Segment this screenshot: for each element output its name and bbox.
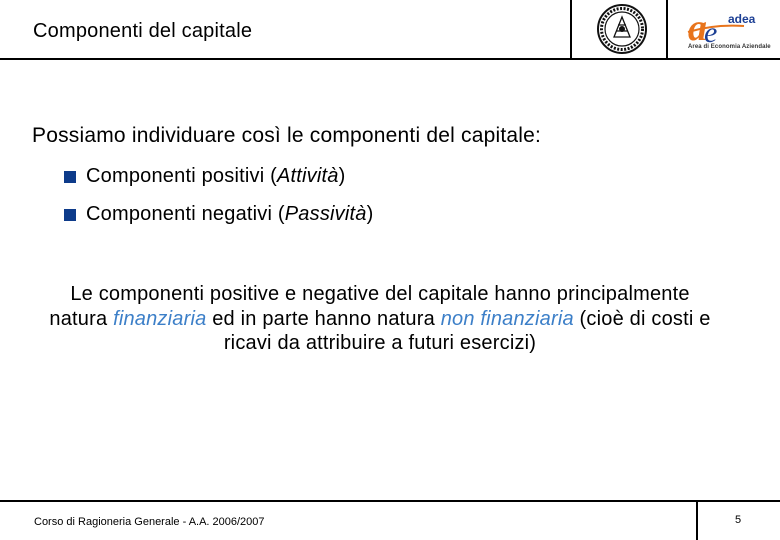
bullet-item [64, 203, 373, 226]
university-seal-icon [592, 3, 652, 55]
bullet-close: ) [366, 203, 374, 225]
header-divider [666, 0, 668, 58]
paragraph-text: ed in parte hanno natura [206, 307, 441, 330]
slide-header [0, 0, 780, 60]
bullet-label: Componenti positivi ( [86, 165, 277, 187]
bullet-square-icon [64, 209, 76, 221]
paragraph-highlight: finanziaria [113, 307, 207, 330]
bullet-close: ) [338, 165, 346, 187]
slide-title: Componenti del capitale [33, 20, 253, 42]
paragraph-text: (cioè di costi e ricavi da attribuire a futuri esercizi) [223, 307, 711, 354]
paragraph-highlight: non finanziaria [440, 307, 574, 330]
footer-divider [696, 500, 698, 540]
intro-text: Possiamo individuare così le componenti del capitale: [32, 124, 542, 147]
body-paragraph [40, 282, 720, 356]
paragraph-text: Le componenti positive e negative del capitale hanno principalmente natura [49, 283, 690, 330]
bullet-emphasis: Attività [276, 165, 339, 187]
bullet-square-icon [64, 171, 76, 183]
svg-text:a: a [688, 7, 707, 49]
svg-text:adea: adea [728, 12, 756, 26]
bullet-item [64, 165, 345, 188]
bullet-label: Componenti negativi ( [86, 203, 285, 225]
header-divider [570, 0, 572, 58]
course-label: Corso di Ragioneria Generale - A.A. 2006/2007 [34, 516, 265, 528]
slide-footer [0, 500, 780, 540]
bullet-emphasis: Passività [284, 203, 367, 225]
svg-text:e: e [704, 16, 718, 49]
header-rule [0, 58, 780, 60]
page-number: 5 [735, 514, 742, 526]
logo-subtitle: Area di Economia Aziendale [688, 44, 771, 50]
footer-rule [0, 500, 780, 502]
